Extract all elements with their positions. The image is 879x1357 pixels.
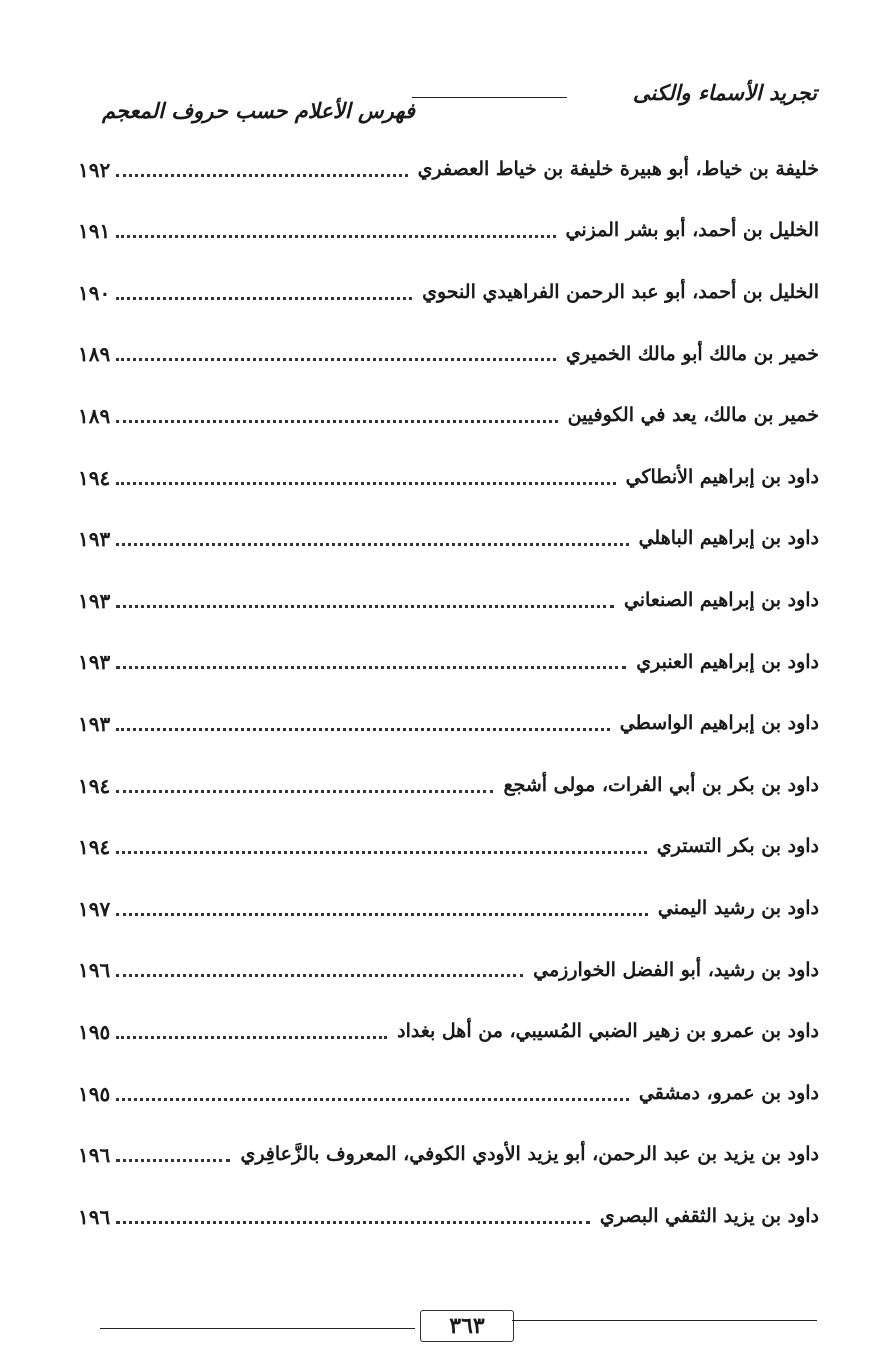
leader-dots [116, 174, 407, 177]
entry-page-number: ١٨٩ [78, 342, 111, 367]
entry-page-number: ١٩٤ [78, 773, 111, 798]
index-entry [78, 1175, 819, 1237]
leader-dots [116, 666, 626, 669]
entry-page-number: ١٩٤ [78, 835, 111, 860]
leader-dots [116, 728, 610, 731]
index-entry [78, 867, 819, 929]
entry-name: داود بن عمرو، دمشقي [638, 1081, 819, 1104]
index-entry [78, 436, 819, 498]
book-title: تجريد الأسماء والكنى [632, 80, 817, 105]
entry-name: داود بن إبراهيم الواسطي [619, 712, 819, 735]
entry-page-number: ١٩٣ [78, 588, 111, 613]
leader-dots [116, 605, 614, 608]
leader-dots [116, 790, 493, 793]
index-list [78, 128, 819, 1237]
index-entry [78, 744, 819, 806]
leader-dots [116, 1159, 230, 1162]
footer-rule [100, 1328, 415, 1329]
index-entry [78, 1114, 819, 1176]
index-entry [78, 559, 819, 621]
index-entry [78, 929, 819, 991]
leader-dots [116, 1098, 629, 1101]
entry-name: الخليل بن أحمد، أبو بشر المزني [565, 219, 819, 242]
entry-name: الخليل بن أحمد، أبو عبد الرحمن الفراهيدي النحوي [422, 281, 819, 304]
index-entry [78, 621, 819, 683]
entry-page-number: ١٨٩ [78, 403, 111, 428]
entry-page-number: ١٩٦ [78, 1143, 111, 1168]
index-entry [78, 128, 819, 190]
section-title: فهرس الأعلام حسب حروف المعجم [102, 98, 415, 123]
entry-page-number: ١٩٦ [78, 958, 111, 983]
entry-name: داود بن بكر بن أبي الفرات، مولى أشجع [503, 773, 819, 796]
entry-page-number: ١٩٦ [78, 1204, 111, 1229]
entry-page-number: ١٩٣ [78, 650, 111, 675]
entry-name: داود بن رشيد اليمني [657, 896, 819, 919]
entry-name: خمير بن مالك، يعد في الكوفيين [567, 404, 819, 427]
leader-dots [116, 358, 556, 361]
index-entry [78, 498, 819, 560]
running-header [62, 80, 817, 124]
leader-dots [116, 297, 412, 300]
footer-rule [512, 1320, 817, 1321]
leader-dots [116, 974, 523, 977]
header-rule [412, 97, 567, 98]
entry-page-number: ١٩٥ [78, 1081, 111, 1106]
leader-dots [116, 543, 628, 546]
entry-page-number: ١٩١ [78, 219, 111, 244]
index-entry [78, 682, 819, 744]
entry-name: داود بن يزيد الثقفي البصري [599, 1204, 819, 1227]
leader-dots [116, 913, 648, 916]
entry-page-number: ١٩٧ [78, 896, 111, 921]
page-number: ٣٦٣ [420, 1310, 514, 1342]
entry-name: داود بن يزيد بن عبد الرحمن، أبو يزيد الأودي الكوفي، المعروف بالزَّعافِري [240, 1143, 819, 1166]
entry-name: داود بن إبراهيم الصنعاني [623, 589, 819, 611]
leader-dots [116, 851, 647, 854]
entry-name: داود بن إبراهيم الباهلي [638, 527, 819, 550]
index-entry [78, 313, 819, 375]
entry-page-number: ١٩٣ [78, 711, 111, 736]
leader-dots [116, 482, 615, 485]
entry-name: داود بن رشيد، أبو الفضل الخوارزمي [533, 958, 819, 981]
index-entry [78, 251, 819, 313]
entry-page-number: ١٩٢ [78, 157, 111, 182]
index-entry [78, 1052, 819, 1114]
entry-name: داود بن إبراهيم العنبري [636, 650, 819, 673]
leader-dots [116, 235, 555, 238]
entry-page-number: ١٩٣ [78, 527, 111, 552]
index-entry [78, 806, 819, 868]
entry-page-number: ١٩٤ [78, 465, 111, 490]
entry-name: خمير بن مالك أبو مالك الخميري [565, 342, 819, 365]
entry-name: داود بن عمرو بن زهير الضبي المُسيبي، من أهل بغداد [397, 1020, 819, 1043]
index-entry [78, 374, 819, 436]
entry-page-number: ١٩٠ [78, 280, 111, 305]
page-footer [100, 1308, 817, 1348]
entry-name: خليفة بن خياط، أبو هبيرة خليفة بن خياط العصفري [417, 157, 819, 180]
leader-dots [116, 420, 557, 423]
index-entry [78, 990, 819, 1052]
entry-name: داود بن بكر التستري [656, 835, 819, 858]
index-entry [78, 190, 819, 252]
entry-page-number: ١٩٥ [78, 1019, 111, 1044]
entry-name: داود بن إبراهيم الأنطاكي [625, 465, 819, 488]
leader-dots [116, 1036, 387, 1039]
leader-dots [116, 1221, 590, 1224]
